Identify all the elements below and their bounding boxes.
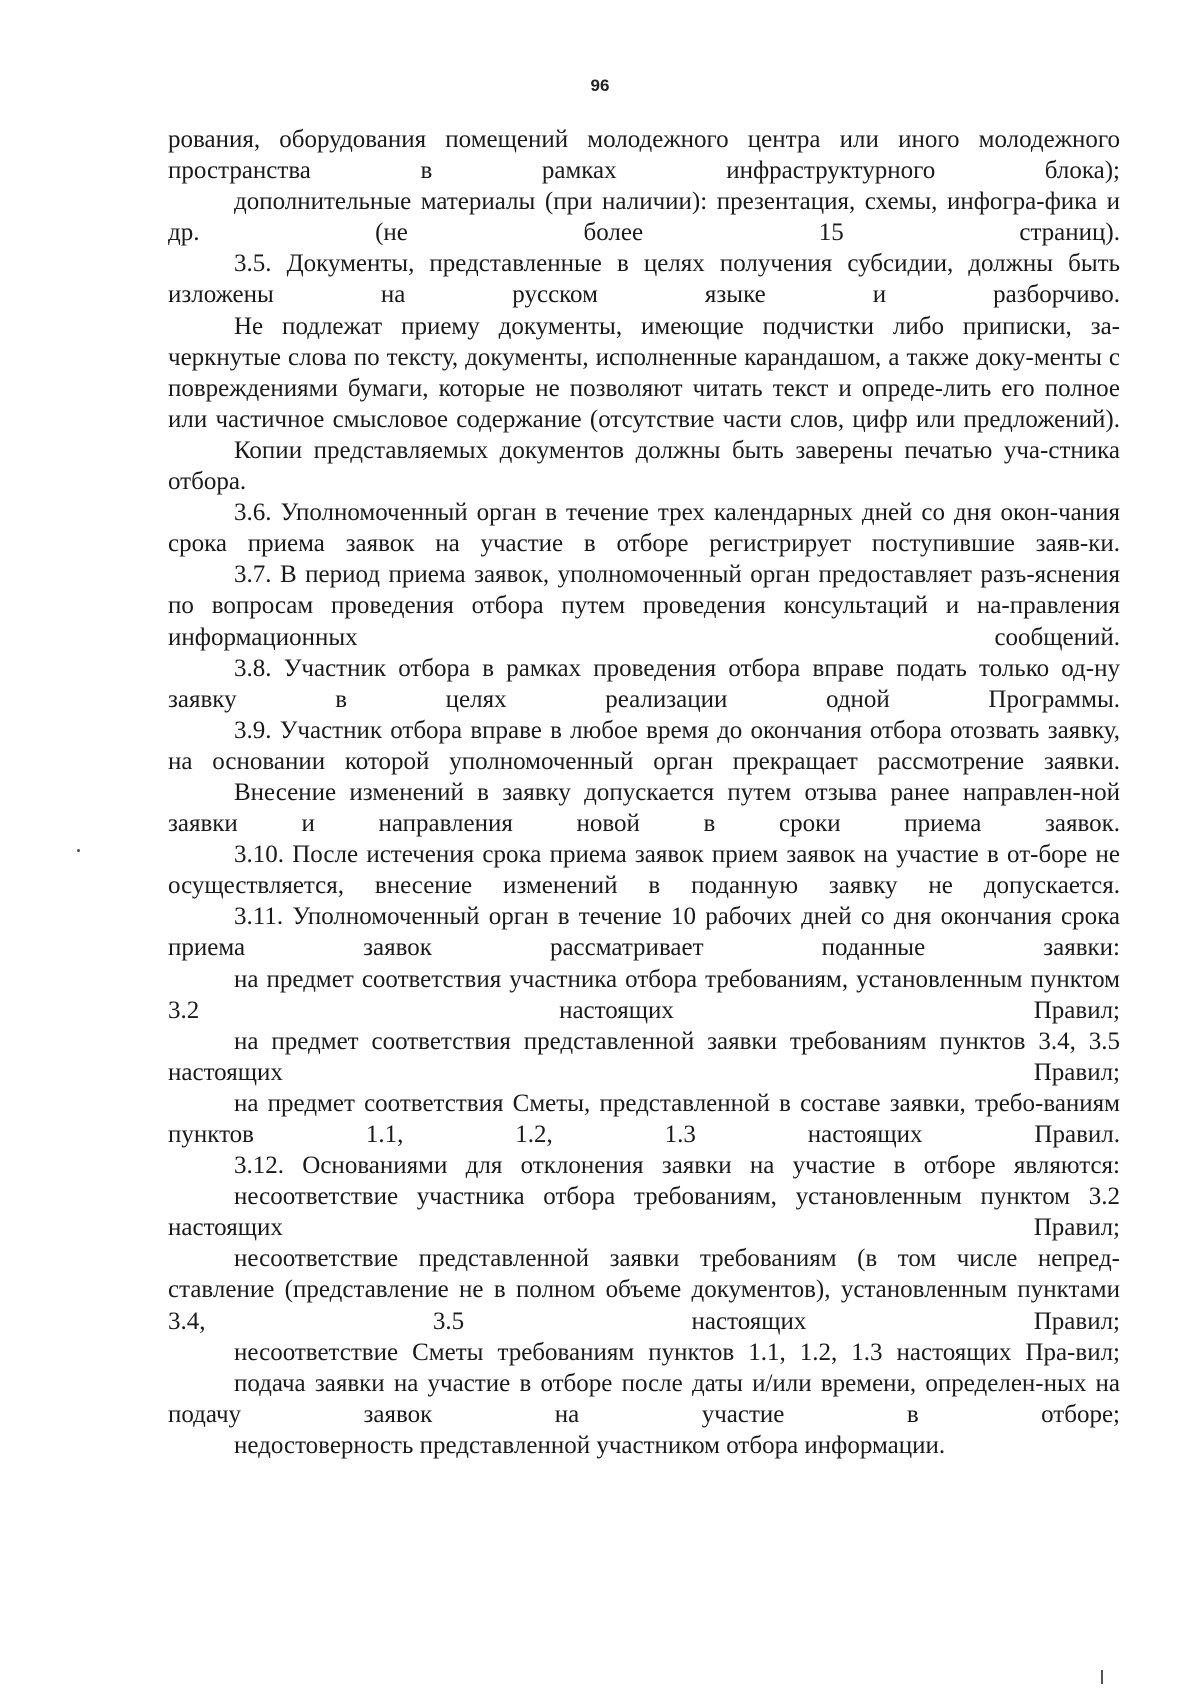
paragraph [168,1243,1120,1336]
text-line: срока приема заявок рассматривает поданные заявки: [168,903,1120,962]
text-line: ной заявки и направления новой в сроки приема заявок. [168,778,1120,838]
text-line: несоответствие Сметы требованиям пунктов 1.1, 1.2, 1.3 настоящих Пра- [234,1338,1076,1366]
paragraph [168,186,1120,248]
paragraph [168,1026,1120,1088]
text-line: 3.12. Основаниями для отклонения заявки на участие в отборе являются: [234,1152,1120,1180]
paragraph [168,311,1120,435]
text-line: правления информационных сообщений. [168,592,1120,651]
text-line: 3.8. Участник отбора в рамках проведения отбора вправе подать только од- [234,654,1095,682]
text-line: чания срока приема заявок на участие в отборе регистрирует поступившие заяв- [168,499,1120,558]
paragraph [168,497,1120,559]
text-line: на предмет соответствия представленной заявки требованиям пунктов 3.4, [234,1027,1076,1055]
text-line: дополнительные материалы (при наличии): презентация, схемы, инфогра- [234,188,1045,216]
text-line: 3.5 настоящих Правил; [168,1027,1120,1086]
text-line: 3.10. После истечения срока приема заявок прием заявок на участие в от- [234,841,1039,869]
text-line: Копии представляемых документов должны быть заверены печатью уча- [234,436,1049,464]
text-line: 3.7. В период приема заявок, уполномоченный орган предоставляет разъ- [234,561,1035,589]
text-line: ки. [1088,530,1120,558]
text-line: цифр или предложений). [852,405,1120,433]
text-line: несоответствие представленной заявки требованиям (в том числе непред- [234,1245,1120,1273]
paragraph [168,1337,1120,1368]
paragraph [168,964,1120,1026]
paragraph [168,559,1120,652]
text-line: ставление (представление не в полном объеме документов), установленным [168,1276,1008,1304]
text-line: быть изложены на русском языке и разборчиво. [168,250,1120,309]
text-line: ных на подачу заявок на участие в отборе; [168,1369,1121,1428]
paragraph [168,777,1120,839]
text-line: 3.9. Участник отбора вправе в любое время до окончания отбора отозвать [234,716,1040,744]
text-line: 3.2 настоящих Правил; [168,1183,1121,1242]
paragraph [168,1430,1120,1461]
text-line: менты с повреждениями бумаги, которые не позволяют читать текст и опреде- [168,343,1120,402]
paragraph [168,1368,1120,1430]
text-line: лить его полное или частичное смысловое содержание (отсутствие части слов, [168,374,1120,433]
text-line: несоответствие участника отбора требованиям, установленным пунктом [234,1183,1071,1211]
text-line: Внесение изменений в заявку допускается путем отзыва ранее направлен- [234,778,1081,806]
paragraph [168,715,1120,777]
scan-artifact-tick [1101,1670,1103,1684]
paragraph [168,1181,1120,1243]
text-line: 3.11. Уполномоченный орган в течение 10 рабочих дней со дня окончания [234,903,1052,931]
text-line: яснения по вопросам проведения отбора путем проведения консультаций и на- [168,561,1120,620]
text-line: недостоверность представленной участником отбора информации. [234,1431,946,1459]
text-line: заявки. [1043,747,1121,775]
text-line: черкнутые слова по тексту, документы, исполненные карандашом, а также доку- [168,343,1034,371]
paragraph [168,839,1120,901]
text-line: вил; [1075,1338,1120,1366]
text-line: пространства в рамках инфраструктурного блока); [168,157,1120,185]
text-line: 3.5. Документы, представленные в целях получения субсидии, должны [234,250,1054,278]
text-line: заявку, на основании которой уполномоченный орган прекращает рассмотрение [168,716,1121,775]
paragraph [168,1150,1120,1181]
paragraph [168,653,1120,715]
text-line: 3.6. Уполномоченный орган в течение трех календарных дней со дня окон- [234,499,1059,527]
text-line: ваниям пунктов 1.1, 1.2, 1.3 настоящих Правил. [168,1089,1120,1148]
text-line: стника отбора. [168,436,1120,496]
text-line: ну заявку в целях реализации одной Программы. [168,654,1120,713]
document-body [168,124,1120,1461]
paragraph [168,435,1120,497]
text-line: подача заявки на участие в отборе после даты и/или времени, определен- [234,1369,1044,1397]
text-line: рования, оборудования помещений молодежного центра или иного молодежного [168,126,1120,153]
text-line: на предмет соответствия участника отбора требованиям, установленным [234,965,1023,993]
text-line: на предмет соответствия Сметы, представленной в составе заявки, требо- [234,1089,1044,1117]
text-line: пунктом 3.2 настоящих Правил; [168,965,1120,1024]
paragraph [168,248,1120,310]
paragraph [168,124,1120,186]
scan-artifact-dot [77,849,80,852]
text-line: боре не осуществляется, внесение изменений в поданную заявку не допускается. [168,841,1120,900]
paragraph [168,1088,1120,1150]
text-line: фика и др. (не более 15 страниц). [168,188,1120,247]
text-line: пунктами 3.4, 3.5 настоящих Правил; [168,1276,1121,1335]
paragraph [168,901,1120,963]
text-line: Не подлежат приему документы, имеющие подчистки либо приписки, за- [234,312,1120,340]
page-number: 96 [590,76,610,95]
